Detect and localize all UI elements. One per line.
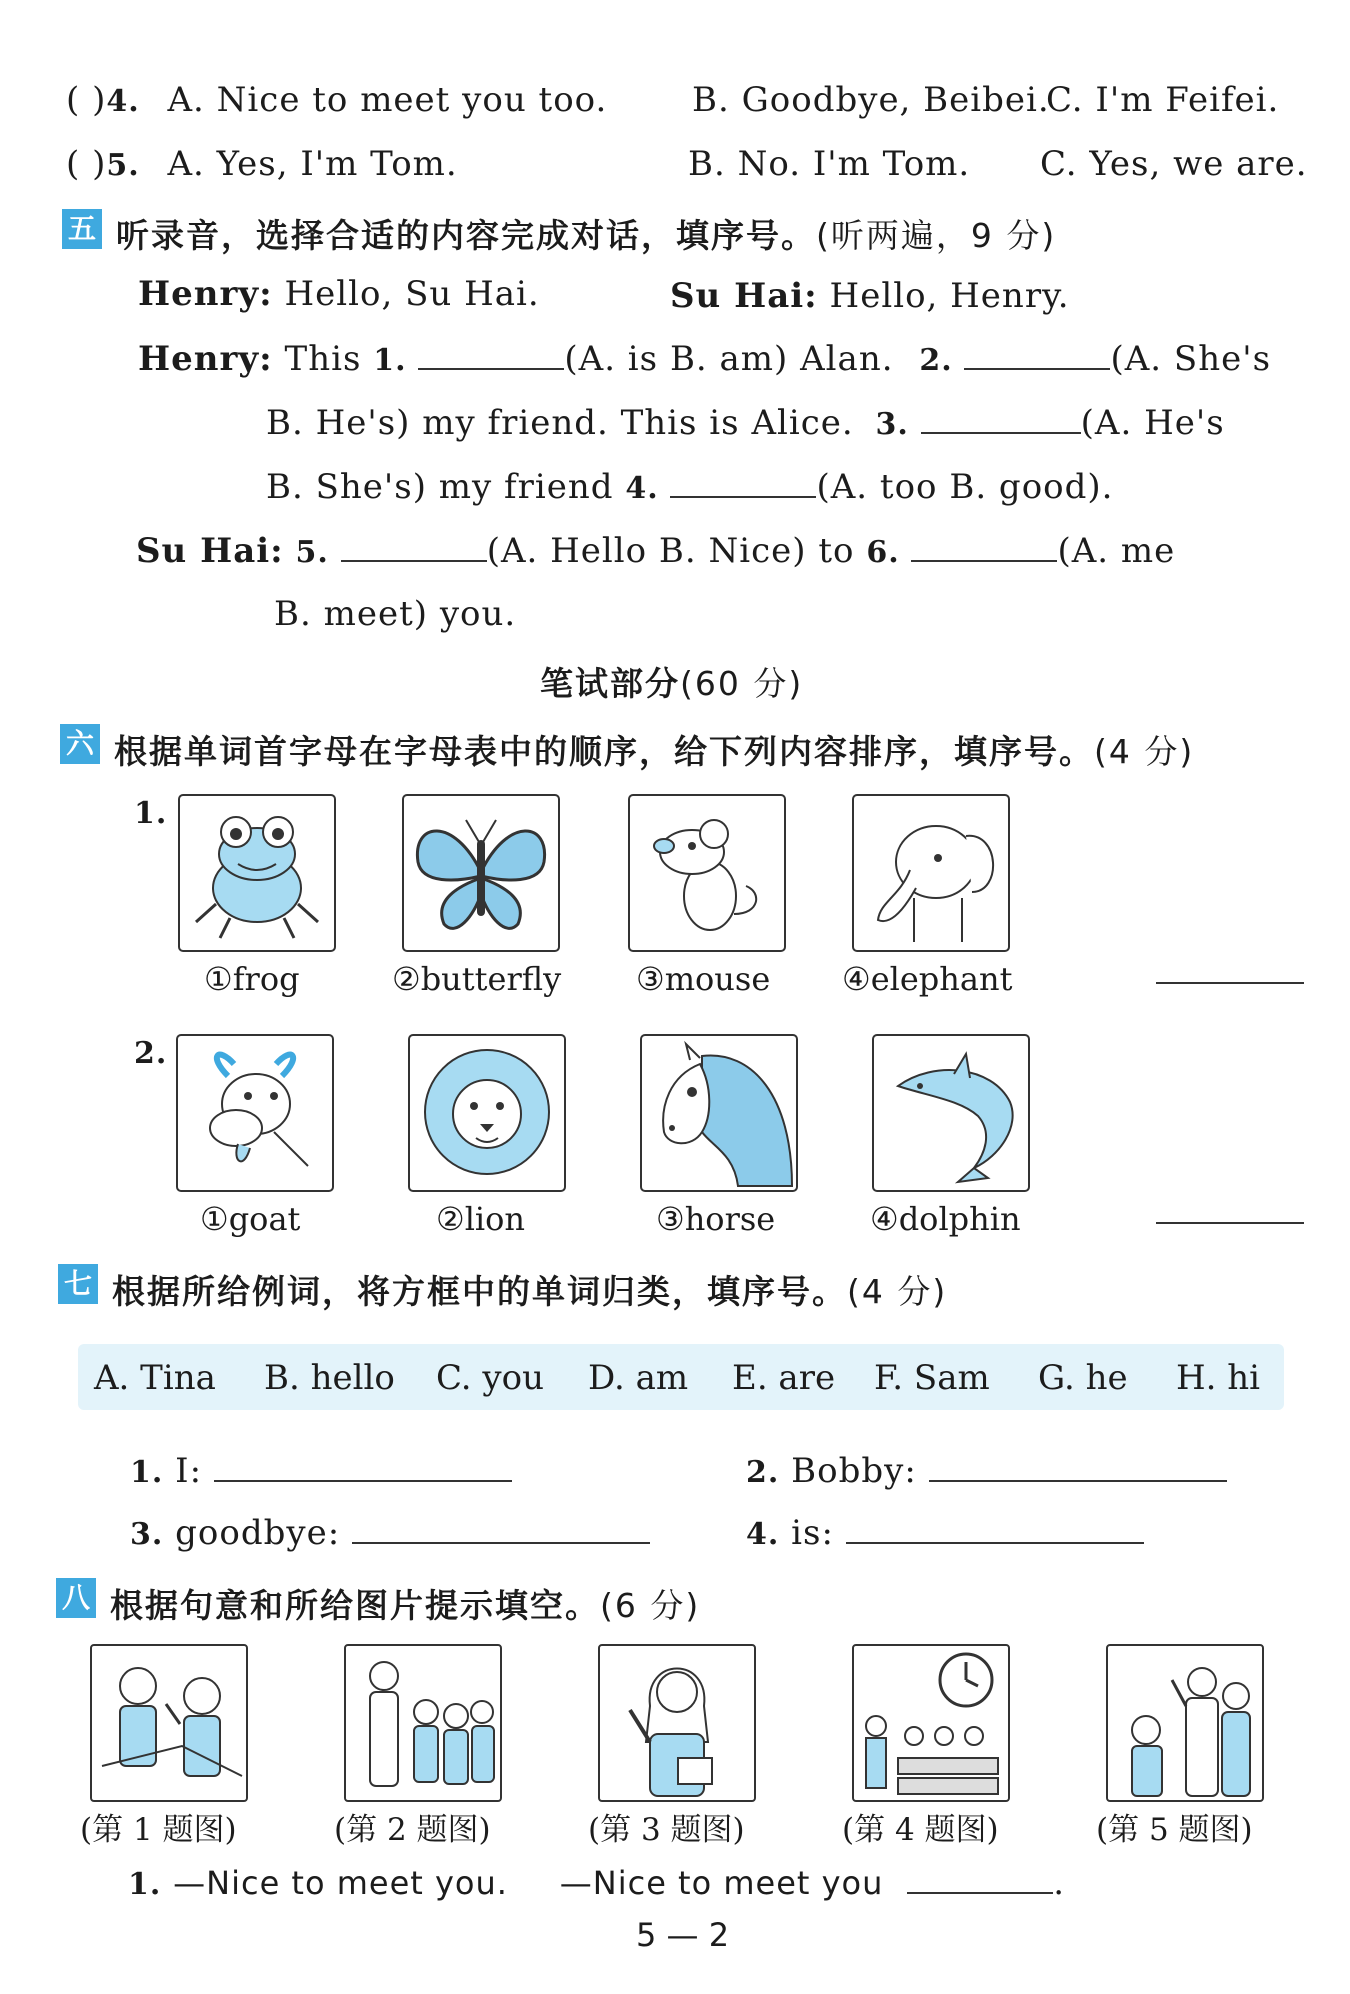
dialogue-line-5 [136, 530, 1175, 571]
dolphin-icon [874, 1036, 1028, 1190]
section-title: 根据单词首字母在字母表中的顺序，给下列内容排序，填序号。(4 分) [114, 732, 1195, 771]
classify-blank-1[interactable] [214, 1450, 512, 1482]
scene-picture-4 [852, 1644, 1010, 1802]
question-number: 2. [746, 1455, 780, 1490]
dialogue-text: (A. He's [1080, 403, 1225, 443]
question-4 [66, 80, 1280, 120]
question-number: 5. [106, 148, 140, 183]
section-points: (6 分) [600, 1586, 701, 1625]
example-word: I: [175, 1451, 203, 1491]
dialogue-text: (A. is B. am) Alan. [564, 339, 894, 379]
fill-question-1 [128, 1862, 1065, 1903]
dolphin-picture [872, 1034, 1030, 1192]
scene-picture-2 [344, 1644, 502, 1802]
question-number: 4. [106, 84, 140, 119]
word-item: E. are [732, 1358, 836, 1398]
classify-question-2 [746, 1450, 1227, 1491]
option-lion: ②lion [436, 1200, 526, 1238]
boy-and-parents-icon [1108, 1646, 1262, 1800]
word-item: F. Sam [874, 1358, 990, 1398]
horse-picture [640, 1034, 798, 1192]
classify-question-3 [130, 1512, 650, 1553]
horse-icon [642, 1036, 796, 1190]
option-b: B. No. I'm Tom. [688, 144, 971, 184]
two-boys-greeting-icon [92, 1646, 246, 1800]
option-c: C. Yes, we are. [1040, 144, 1308, 184]
option-frog: ①frog [204, 960, 300, 998]
speaker-label: Henry: [138, 339, 273, 379]
classify-blank-4[interactable] [846, 1512, 1144, 1544]
classify-question-4 [746, 1512, 1144, 1553]
scene-picture-1 [90, 1644, 248, 1802]
classify-blank-2[interactable] [929, 1450, 1227, 1482]
answer-paren[interactable]: ( ) [66, 144, 107, 184]
dialogue-text: This [284, 339, 362, 379]
option-elephant: ④elephant [842, 960, 1013, 998]
section-badge: 七 [58, 1264, 98, 1304]
word-item: H. hi [1176, 1358, 1261, 1398]
girl-waving-icon [600, 1646, 754, 1800]
section-points: (4 分) [1094, 732, 1195, 771]
example-word: is: [791, 1513, 834, 1553]
classify-blank-3[interactable] [352, 1512, 650, 1544]
fill-blank-1[interactable] [907, 1862, 1053, 1894]
answer-blank-3[interactable] [921, 402, 1081, 434]
word-item: C. you [436, 1358, 544, 1398]
dialogue-text: —Nice to meet you. [173, 1864, 508, 1902]
written-part-title: 笔试部分(60 分) [540, 664, 804, 703]
group-number: 1. [134, 796, 168, 831]
dialogue-text: (A. Hello B. Nice) to [486, 531, 855, 571]
elephant-picture [852, 794, 1010, 952]
question-number: 4. [746, 1517, 780, 1552]
dialogue-line-6: B. meet) you. [274, 594, 517, 634]
dialogue-text: (A. She's [1110, 339, 1272, 379]
option-goat: ①goat [200, 1200, 301, 1238]
blank-number: 3. [875, 407, 909, 442]
dialogue-text: (A. too B. good). [816, 467, 1114, 507]
word-box [78, 1344, 1284, 1410]
section-points: (听两遍，9 分) [816, 216, 1057, 255]
question-number: 3. [130, 1517, 164, 1552]
dialogue-text: Hello, Henry. [829, 276, 1070, 316]
teacher-and-students-icon [346, 1646, 500, 1800]
answer-paren[interactable]: ( ) [66, 80, 107, 120]
option-a: A. Nice to meet you too. [167, 80, 608, 120]
dialogue-text: (A. me [1057, 531, 1176, 571]
section-badge: 六 [60, 724, 100, 764]
dialogue-text: —Nice to meet you [559, 1864, 884, 1902]
picture-caption-3: (第 3 题图) [588, 1812, 745, 1848]
scene-picture-3 [598, 1644, 756, 1802]
group-number: 2. [134, 1036, 168, 1071]
option-c: C. I'm Feifei. [1046, 80, 1280, 120]
option-horse: ③horse [656, 1200, 776, 1238]
lion-picture [408, 1034, 566, 1192]
example-word: Bobby: [791, 1451, 917, 1491]
frog-icon [180, 796, 334, 950]
dialogue-line-4 [266, 466, 1113, 507]
order-answer-blank-1[interactable] [1156, 982, 1304, 984]
answer-blank-2[interactable] [964, 338, 1110, 370]
speaker-label: Su Hai: [136, 531, 284, 571]
question-number: 1. [130, 1455, 164, 1490]
section-badge: 五 [62, 209, 102, 249]
section-title: 根据句意和所给图片提示填空。(6 分) [110, 1586, 701, 1625]
word-item: A. Tina [94, 1358, 216, 1398]
goat-picture [176, 1034, 334, 1192]
lion-icon [410, 1036, 564, 1190]
sentence-end: . [1053, 1863, 1066, 1903]
section-title: 听录音，选择合适的内容完成对话，填序号。(听两遍，9 分) [116, 216, 1057, 255]
speaker-label: Su Hai: [670, 276, 818, 316]
option-mouse: ③mouse [636, 960, 771, 998]
mouse-picture [628, 794, 786, 952]
blank-number: 2. [919, 343, 953, 378]
elephant-icon [854, 796, 1008, 950]
dialogue-line-1 [138, 274, 540, 314]
option-dolphin: ④dolphin [870, 1200, 1021, 1238]
question-5 [66, 144, 1308, 184]
classify-question-1 [130, 1450, 512, 1491]
word-item: G. he [1038, 1358, 1128, 1398]
picture-caption-4: (第 4 题图) [842, 1812, 999, 1848]
dialogue-text: B. She's) my friend [266, 467, 614, 507]
butterfly-icon [404, 796, 558, 950]
dialogue-line-1b [670, 276, 1070, 316]
option-a: A. Yes, I'm Tom. [167, 144, 458, 184]
order-answer-blank-2[interactable] [1156, 1222, 1304, 1224]
example-word: goodbye: [175, 1513, 341, 1553]
mouse-icon [630, 796, 784, 950]
answer-blank-5[interactable] [341, 530, 487, 562]
answer-blank-1[interactable] [418, 338, 564, 370]
classroom-clock-icon [854, 1646, 1008, 1800]
section-points: (60 分) [680, 664, 804, 703]
speaker-label: Henry: [138, 274, 273, 314]
butterfly-picture [402, 794, 560, 952]
picture-caption-5: (第 5 题图) [1096, 1812, 1253, 1848]
answer-blank-6[interactable] [911, 530, 1057, 562]
question-number: 1. [128, 1867, 162, 1902]
blank-number: 1. [373, 343, 407, 378]
page-number: 5 — 2 [636, 1916, 730, 1954]
goat-icon [178, 1036, 332, 1190]
picture-caption-2: (第 2 题图) [334, 1812, 491, 1848]
option-butterfly: ②butterfly [392, 960, 562, 998]
word-item: B. hello [264, 1358, 395, 1398]
dialogue-text: Hello, Su Hai. [284, 274, 540, 314]
dialogue-text: B. He's) my friend. This is Alice. [266, 403, 854, 443]
answer-blank-4[interactable] [670, 466, 816, 498]
blank-number: 4. [625, 471, 659, 506]
word-item: D. am [588, 1358, 689, 1398]
blank-number: 6. [866, 535, 900, 570]
dialogue-line-3 [266, 402, 1225, 443]
section-title: 根据所给例词，将方框中的单词归类，填序号。(4 分) [112, 1272, 948, 1311]
scene-picture-5 [1106, 1644, 1264, 1802]
picture-caption-1: (第 1 题图) [80, 1812, 237, 1848]
frog-picture [178, 794, 336, 952]
option-b: B. Goodbye, Beibei. [692, 80, 1050, 120]
section-points: (4 分) [847, 1272, 948, 1311]
dialogue-line-2 [138, 338, 1271, 379]
section-badge: 八 [56, 1578, 96, 1618]
blank-number: 5. [295, 535, 329, 570]
